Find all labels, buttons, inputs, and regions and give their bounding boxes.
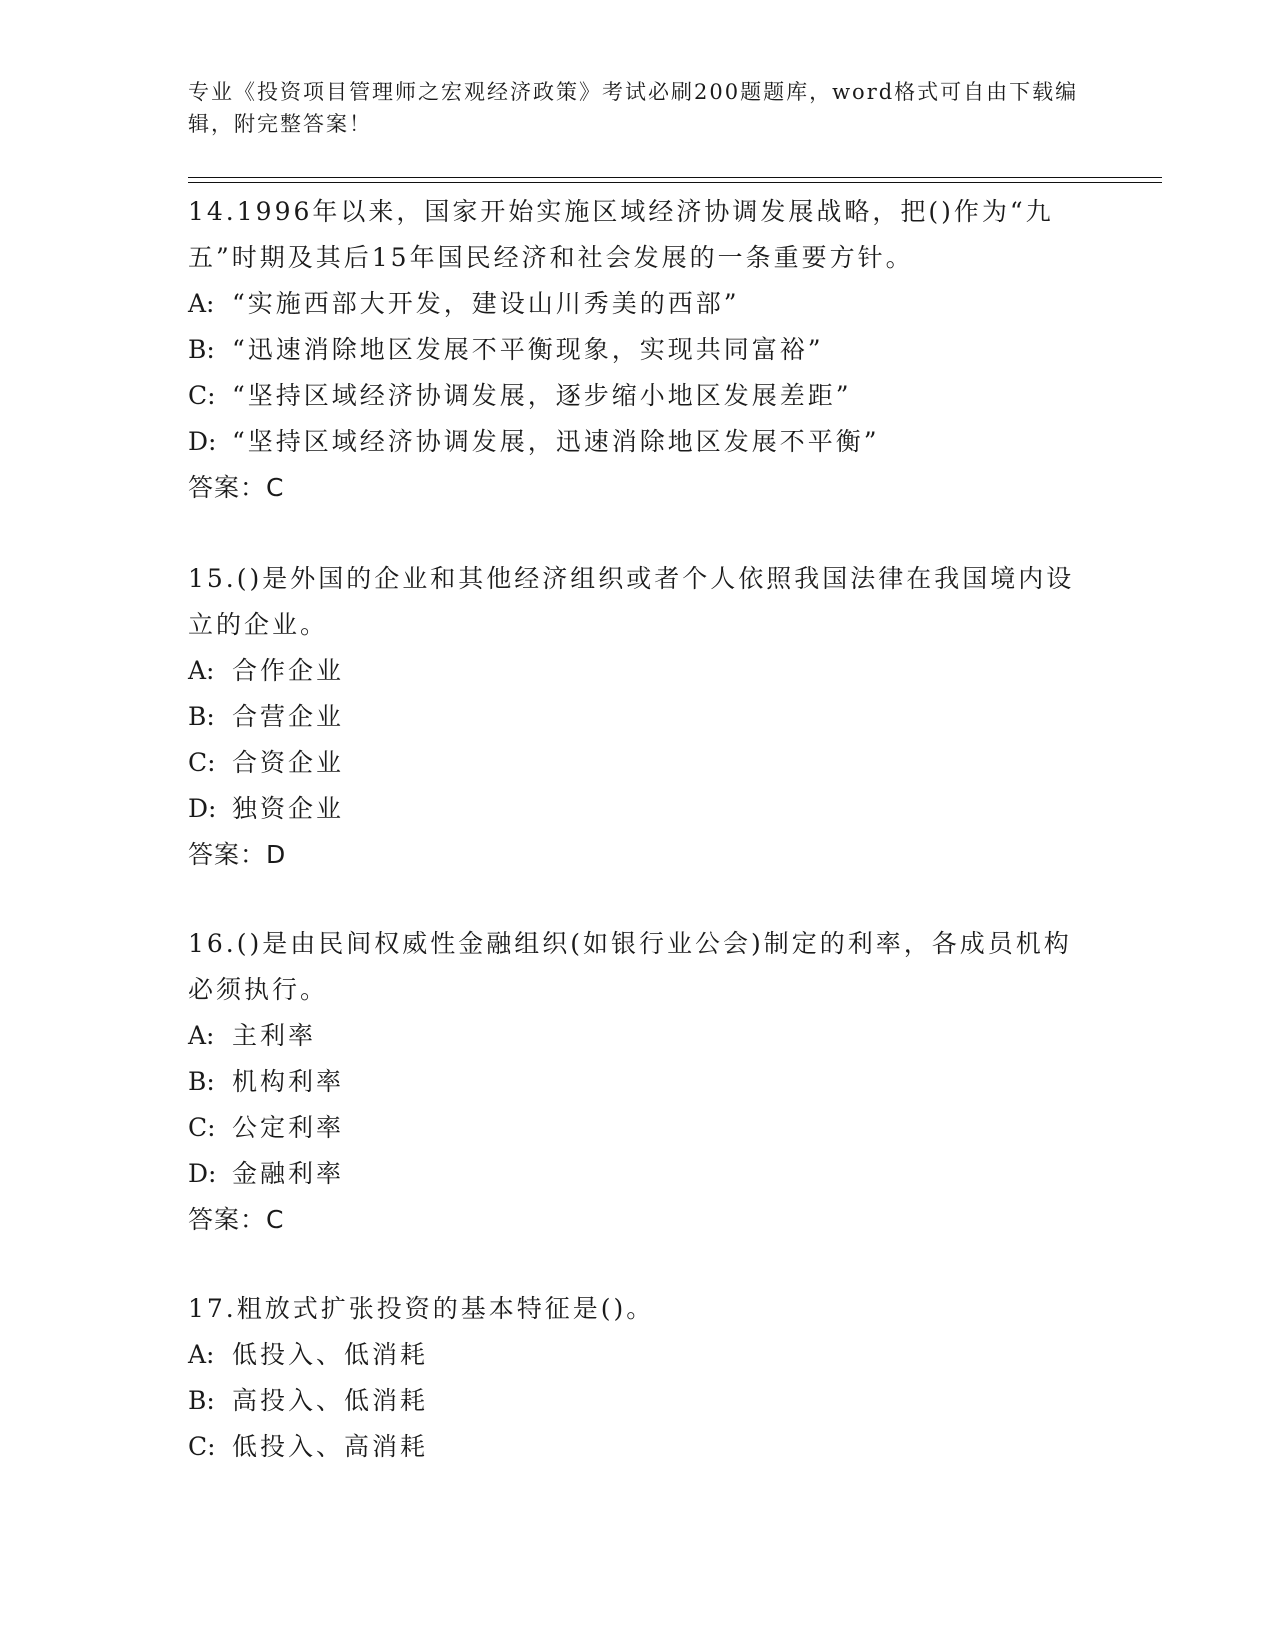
option-text: 机构利率 bbox=[232, 1067, 345, 1096]
answer: 答案：D bbox=[188, 840, 287, 869]
option-text: 合营企业 bbox=[232, 702, 345, 731]
question-16 bbox=[188, 921, 1088, 1243]
answer: 答案：C bbox=[188, 473, 285, 502]
option-a bbox=[188, 1013, 1088, 1059]
option-text: 低投入、高消耗 bbox=[232, 1432, 429, 1461]
answer: 答案：C bbox=[188, 1205, 285, 1234]
option-text: 独资企业 bbox=[232, 794, 345, 823]
option-text: 合资企业 bbox=[232, 748, 345, 777]
option-c bbox=[188, 1105, 1088, 1151]
question-15 bbox=[188, 556, 1088, 878]
option-key: C: bbox=[188, 1113, 216, 1142]
option-b bbox=[188, 327, 1088, 373]
option-b bbox=[188, 694, 1088, 740]
question-17 bbox=[188, 1286, 1088, 1470]
option-text: “迅速消除地区发展不平衡现象，实现共同富裕” bbox=[232, 335, 824, 364]
document-header: 专业《投资项目管理师之宏观经济政策》考试必刷200题题库，word格式可自由下载编辑，附完整答案！ bbox=[188, 80, 1079, 136]
question-stem: 15.()是外国的企业和其他经济组织或者个人依照我国法律在我国境内设立的企业。 bbox=[188, 564, 1075, 639]
option-text: 金融利率 bbox=[232, 1159, 345, 1188]
option-key: D: bbox=[188, 794, 217, 823]
option-a bbox=[188, 648, 1088, 694]
option-key: C: bbox=[188, 381, 216, 410]
option-key: B: bbox=[188, 1067, 215, 1096]
option-text: “坚持区域经济协调发展，迅速消除地区发展不平衡” bbox=[232, 427, 880, 456]
option-key: C: bbox=[188, 1432, 216, 1461]
option-text: 高投入、低消耗 bbox=[232, 1386, 429, 1415]
option-key: A: bbox=[188, 656, 215, 685]
option-key: D: bbox=[188, 427, 217, 456]
question-stem: 16.()是由民间权威性金融组织(如银行业公会)制定的利率，各成员机构必须执行。 bbox=[188, 929, 1072, 1004]
option-c bbox=[188, 1424, 1088, 1470]
option-key: B: bbox=[188, 702, 215, 731]
option-text: 合作企业 bbox=[232, 656, 345, 685]
option-key: A: bbox=[188, 1021, 215, 1050]
question-14 bbox=[188, 189, 1088, 511]
option-text: “坚持区域经济协调发展，逐步缩小地区发展差距” bbox=[232, 381, 852, 410]
option-c bbox=[188, 740, 1088, 786]
option-key: B: bbox=[188, 1386, 215, 1415]
option-d bbox=[188, 786, 1088, 832]
option-text: 公定利率 bbox=[232, 1113, 345, 1142]
option-b bbox=[188, 1059, 1088, 1105]
question-stem: 17.粗放式扩张投资的基本特征是()。 bbox=[188, 1294, 655, 1323]
option-d bbox=[188, 419, 1088, 465]
option-key: A: bbox=[188, 1340, 215, 1369]
option-key: B: bbox=[188, 335, 215, 364]
option-d bbox=[188, 1151, 1088, 1197]
option-key: C: bbox=[188, 748, 216, 777]
option-key: A: bbox=[188, 289, 215, 318]
option-text: 低投入、低消耗 bbox=[232, 1340, 429, 1369]
option-a bbox=[188, 1332, 1088, 1378]
option-a bbox=[188, 281, 1088, 327]
option-c bbox=[188, 373, 1088, 419]
header-divider-top bbox=[188, 177, 1162, 178]
option-text: 主利率 bbox=[232, 1021, 317, 1050]
question-stem: 14.1996年以来，国家开始实施区域经济协调发展战略，把()作为“九五”时期及其后15年国民经济和社会发展的一条重要方针。 bbox=[188, 197, 1054, 272]
option-text: “实施西部大开发，建设山川秀美的西部” bbox=[232, 289, 740, 318]
option-b bbox=[188, 1378, 1088, 1424]
header-divider-bottom bbox=[188, 182, 1162, 183]
option-key: D: bbox=[188, 1159, 217, 1188]
